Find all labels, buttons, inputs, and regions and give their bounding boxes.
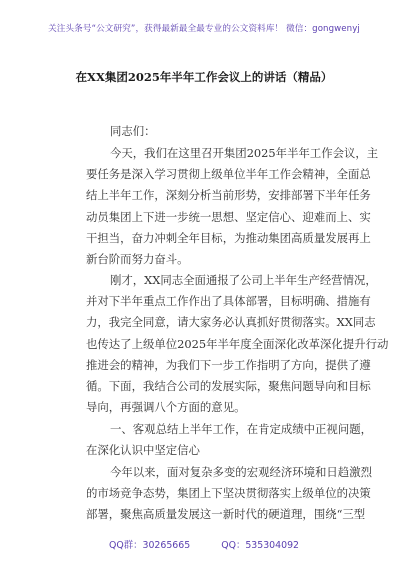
paragraph-1: [86, 143, 379, 270]
text-line: 也传达了上级单位2025年半年度全面深化改革深化提升行动: [86, 336, 389, 351]
text-line: 刚才，XX同志全面通报了公司上半年生产经营情况，: [110, 273, 377, 287]
qq-number-label: QQ：535304092: [221, 540, 300, 551]
text-line: 推进会的精神，为我们下一步工作指明了方向，提供了遵: [86, 357, 371, 372]
text-line: 的市场竞争态势，集团上下坚决贯彻落实上级单位的决策: [86, 486, 371, 501]
text-line: 今天，我们在这里召开集团2025年半年工作会议，主: [110, 146, 379, 160]
paragraph-3: [86, 462, 372, 526]
text-line: 干担当，奋力冲刺全年目标，为推动集团高质量发展再上: [86, 230, 371, 245]
qq-group-label: QQ群：30265665: [108, 540, 191, 551]
text-line: 部署，聚焦高质量发展这一新时代的硬道理，围绕“三型: [86, 507, 366, 522]
text-line: 力，我完全同意，请大家务必认真抓好贯彻落实。XX同志: [86, 315, 376, 330]
text-line: 在深化认识中坚定信心: [86, 443, 200, 458]
text-line: 要任务是深入学习贯彻上级单位半年工作会精神，全面总: [86, 167, 371, 182]
text-line: 动员集团上下进一步统一思想、坚定信心、迎难而上、实: [86, 209, 371, 224]
text-line: 结上半年工作，深刻分析当前形势，安排部署下半年任务: [86, 188, 371, 203]
salutation: 同志们：: [110, 124, 156, 138]
section-heading-1: [86, 419, 372, 461]
text-line: 新台阶而努力奋斗。: [86, 251, 189, 266]
paragraph-2: [86, 270, 389, 418]
text-line: 一、客观总结上半年工作，在肯定成绩中正视问题，: [110, 422, 372, 436]
footer-contact: [0, 537, 408, 551]
document-title: 在XX集团2025年半年工作会议上的讲话（精品）: [75, 70, 333, 84]
text-line: 并对下半年重点工作作出了具体部署，目标明确、措施有: [86, 294, 371, 309]
text-line: 导向，再强调八个方面的意见。: [86, 400, 246, 415]
text-line: 循。下面，我结合公司的发展实际，聚焦问题导向和目标: [86, 378, 371, 393]
text-line: 今年以来，面对复杂多变的宏观经济环境和日趋激烈: [110, 465, 372, 479]
header-banner: 关注头条号“公文研究”，获得最新最全最专业的公文资料库！ 微信：gongwenyj: [48, 24, 360, 34]
